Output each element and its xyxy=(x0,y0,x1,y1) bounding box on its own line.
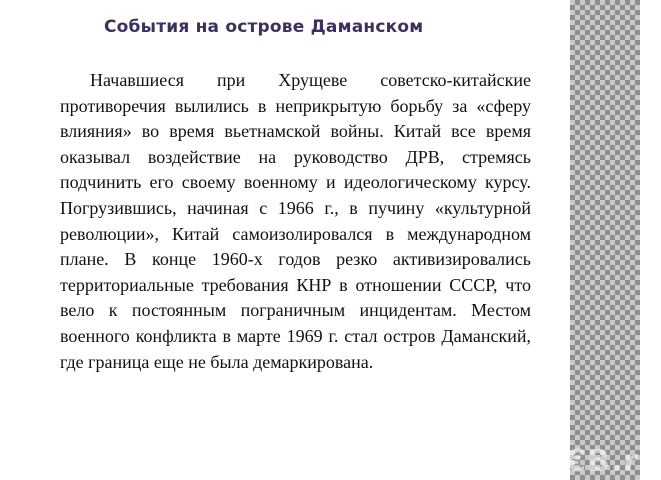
slide-body-text: Начавшиеся при Хрущеве советско-китайские противоречия вылились в неприкрытую борьбу за «сферу влияния» во время вьетнамской войны. Китай все время оказывал воздействие на руководство ДРВ, стремясь подчинить его своему военному и идеологическому курсу. Погрузившись, начиная с 1966 г., в пучину «культурной революции», Китай самоизолировался в международном плане. В конце 1960-х годов резко активизировались территориальные требования КНР в отношении СССР, что вело к постоянным пограничным инцидентам. Местом военного конфликта в марте 1969 г. стал остров Даманский, где граница еще не была демаркирована. xyxy=(60,70,531,372)
watermark-logo: €B.ru xyxy=(565,444,661,479)
decorative-checker-strip xyxy=(570,0,640,480)
slide-title: События на острове Даманском xyxy=(104,17,424,37)
